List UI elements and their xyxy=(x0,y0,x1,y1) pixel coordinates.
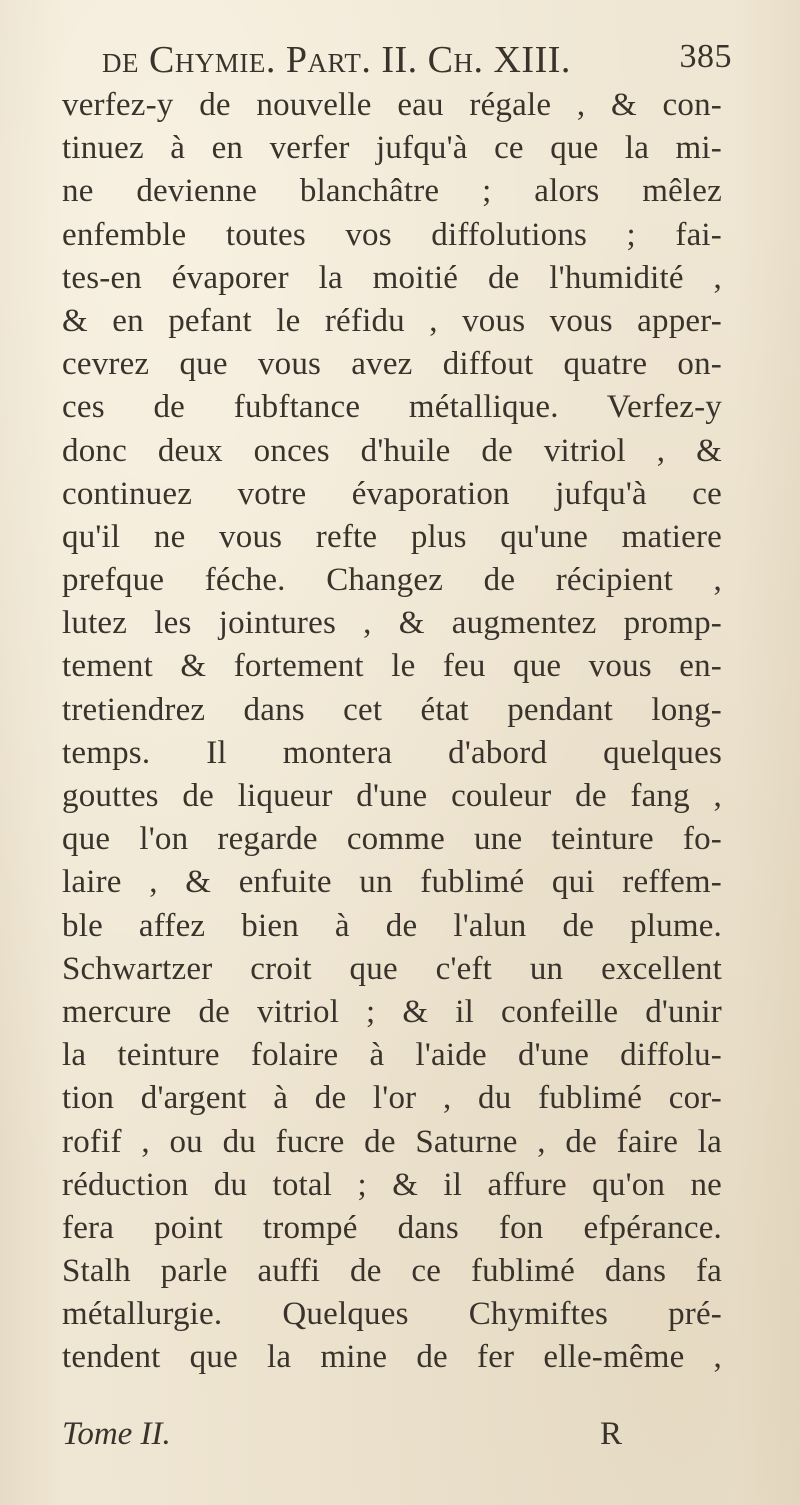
page-number: 385 xyxy=(679,38,732,75)
text-line: Stalh parle auffi de ce fublimé dans fa xyxy=(62,1253,722,1290)
text-line: laire , & enfuite un fublimé qui reffem- xyxy=(62,864,722,901)
text-line: tes-en évaporer la moitié de l'humidité , xyxy=(62,259,722,296)
text-line: tion d'argent à de l'or , du fublimé cor- xyxy=(62,1080,722,1117)
page-footer xyxy=(62,1416,622,1460)
text-line: verfez-y de nouvelle eau régale , & con- xyxy=(62,87,722,123)
page-header xyxy=(102,38,732,86)
text-line: tretiendrez dans cet état pendant long- xyxy=(62,691,722,728)
text-line: qu'il ne vous refte plus qu'une matiere xyxy=(62,518,722,555)
text-line: tendent que la mine de fer elle-même , xyxy=(62,1339,722,1376)
text-line: ble affez bien à de l'alun de plume. xyxy=(62,907,722,944)
text-line: enfemble toutes vos diffolutions ; fai- xyxy=(62,216,722,253)
text-line: tinuez à en verfer jufqu'à ce que la mi- xyxy=(62,130,722,167)
signature-mark: R xyxy=(599,1416,622,1452)
text-line: donc deux onces d'huile de vitriol , & xyxy=(62,432,722,469)
text-line: & en pefant le réfidu , vous vous apper- xyxy=(62,302,722,339)
text-line: rofif , ou du fucre de Saturne , de faire la xyxy=(62,1123,722,1160)
text-line: métallurgie. Quelques Chymiftes pré- xyxy=(62,1296,722,1333)
body-text xyxy=(62,84,722,1380)
text-line: Schwartzer croit que c'eft un excellent xyxy=(62,950,722,987)
text-line: temps. Il montera d'abord quelques xyxy=(62,734,722,771)
text-line: ces de fubftance métallique. Verfez-y xyxy=(62,389,722,426)
text-line: réduction du total ; & il affure qu'on ne xyxy=(62,1166,722,1203)
text-line: ne devienne blanchâtre ; alors mêlez xyxy=(62,173,722,210)
text-line: gouttes de liqueur d'une couleur de fang , xyxy=(62,778,722,814)
text-line: fera point trompé dans fon efpérance. xyxy=(62,1209,722,1246)
text-line: que l'on regarde comme une teinture fo- xyxy=(62,821,722,858)
text-line: la teinture folaire à l'aide d'une diffolu- xyxy=(62,1037,722,1074)
text-line: tement & fortement le feu que vous en- xyxy=(62,648,722,685)
text-line: lutez les jointures , & augmentez promp- xyxy=(62,605,722,642)
volume-label: Tome II. xyxy=(62,1416,171,1452)
text-line: prefque féche. Changez de récipient , xyxy=(62,562,722,599)
text-line: mercure de vitriol ; & il confeille d'unir xyxy=(62,993,722,1030)
text-line: continuez votre évaporation jufqu'à ce xyxy=(62,475,722,512)
running-title: de Chymie. Part. II. Ch. XIII. xyxy=(102,39,571,81)
text-line: cevrez que vous avez diffout quatre on- xyxy=(62,346,722,383)
